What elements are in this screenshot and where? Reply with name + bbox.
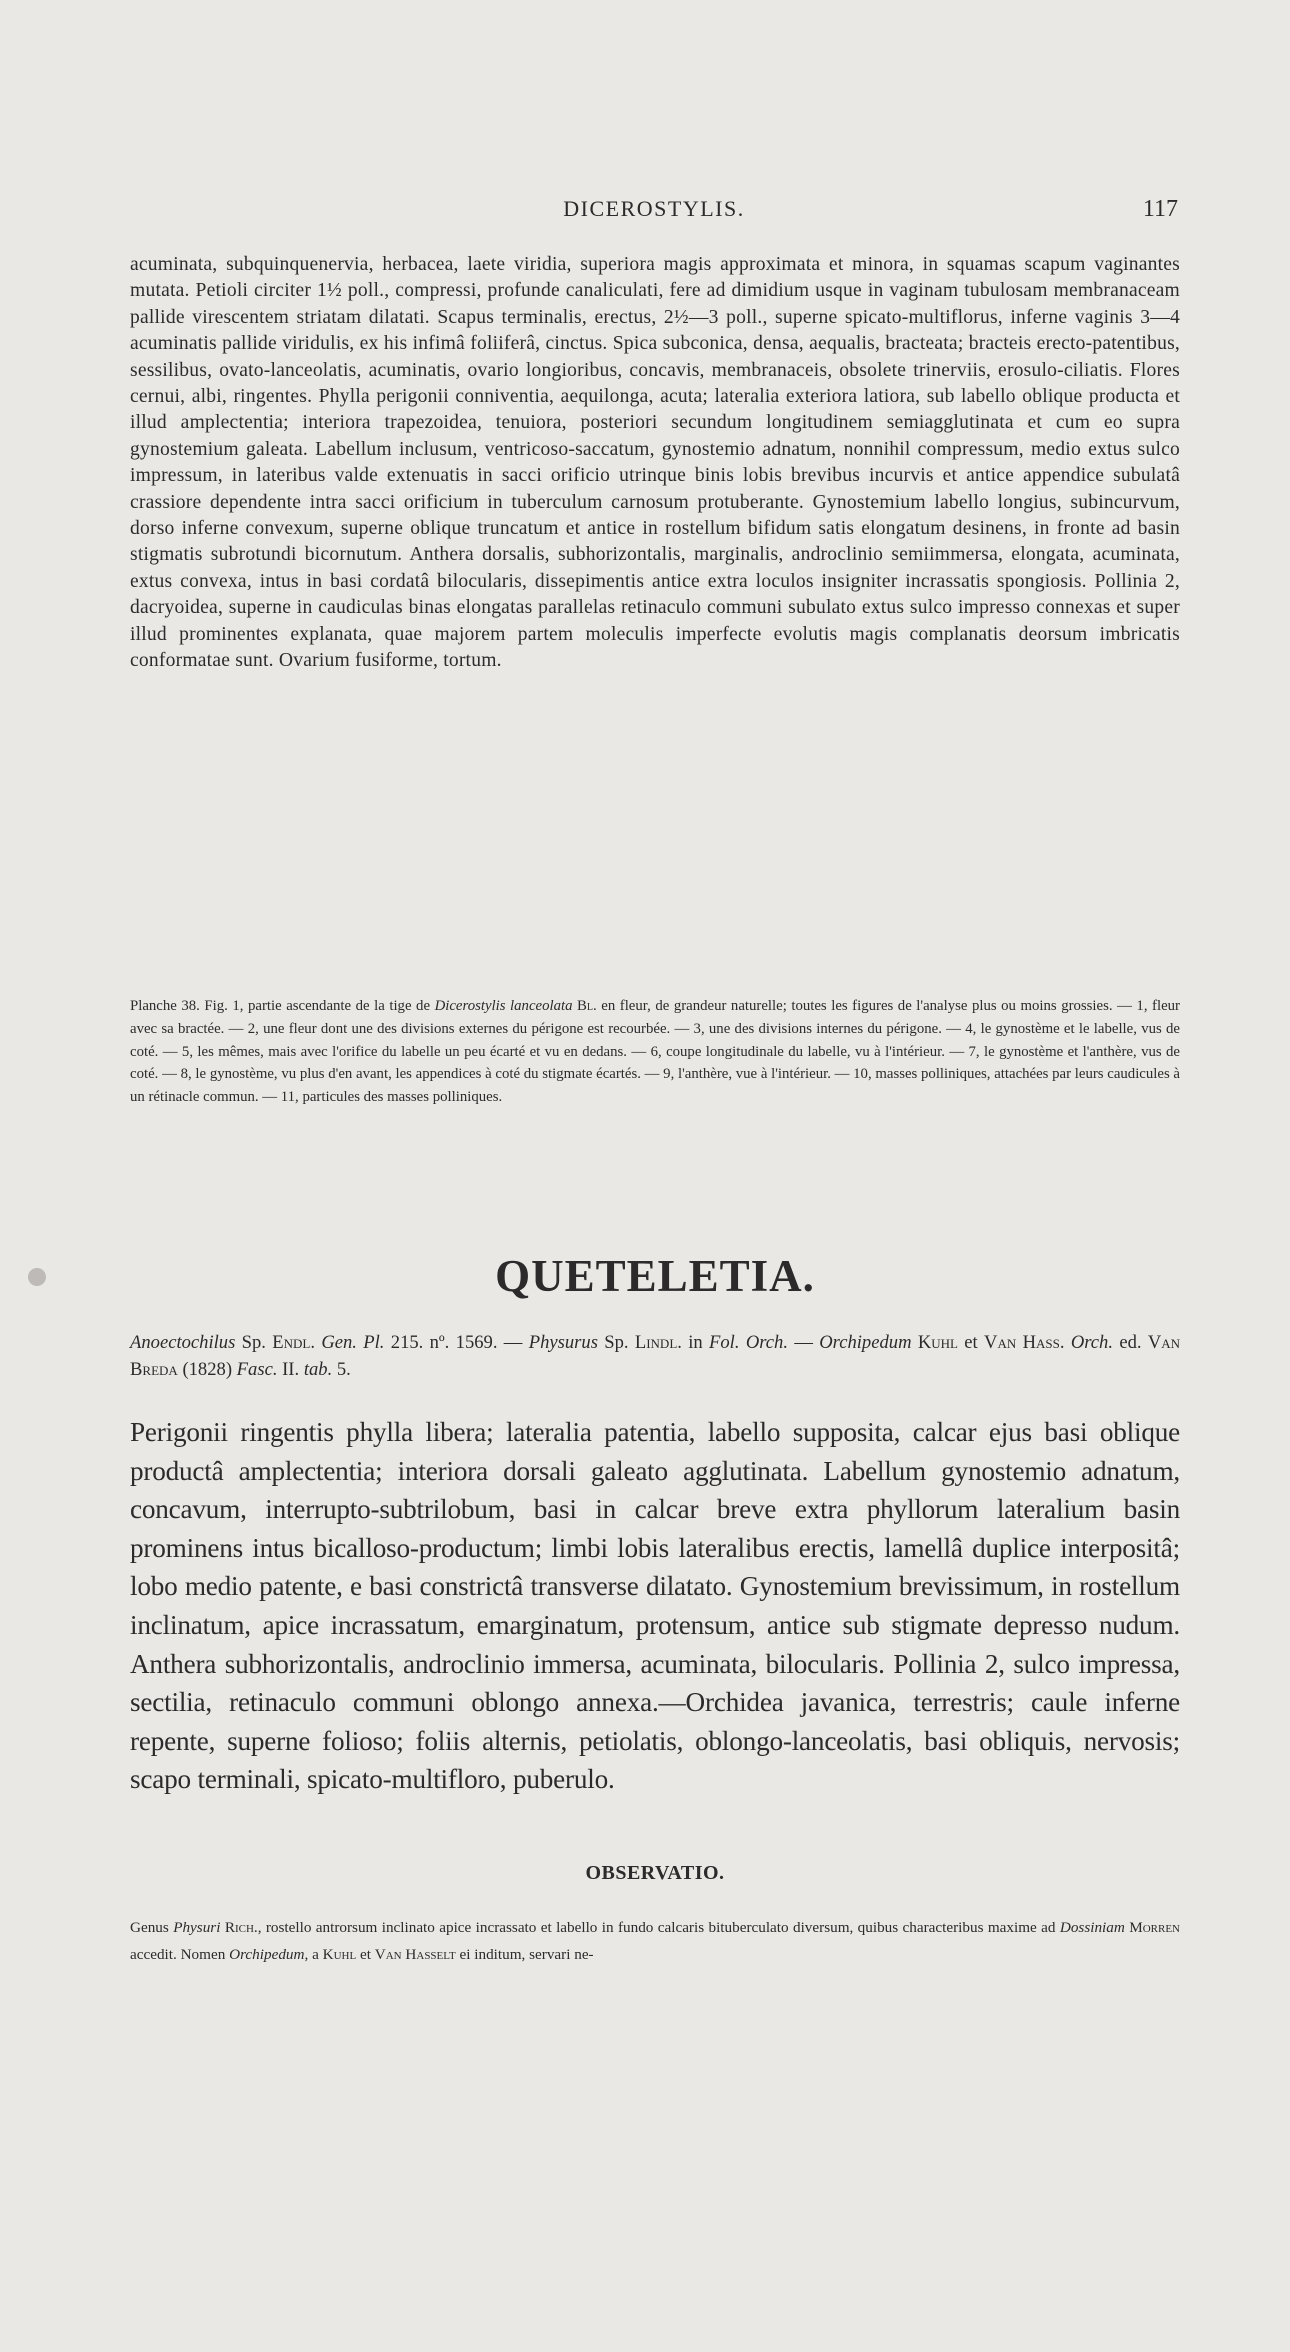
- plate-species-name: Dicerostylis lanceolata: [434, 998, 573, 1014]
- margin-stain: [28, 1268, 46, 1286]
- syn-author-kuhl: Kuhl: [917, 1332, 958, 1353]
- page-number: 117: [1142, 196, 1178, 222]
- plate-lead: Planche 38. Fig. 1, partie ascendante de la tige de: [130, 998, 431, 1014]
- syn-work-orch: Orch.: [1070, 1332, 1113, 1353]
- syn-author-van-hass: Van Hass.: [984, 1332, 1065, 1353]
- observatio-text: [130, 1914, 1180, 1968]
- syn-fasc: Fasc.: [236, 1358, 278, 1380]
- obs-author-van-hasselt: Van Hasselt: [374, 1946, 456, 1964]
- syn-editor-van-breda: Van Breda: [130, 1332, 1181, 1380]
- syn-text: 5.: [332, 1358, 351, 1380]
- observatio-heading: OBSERVATIO.: [585, 1862, 725, 1884]
- obs-dossiniam: Dossiniam: [1059, 1919, 1125, 1936]
- running-title: DICEROSTYLIS.: [563, 196, 745, 221]
- syn-text: et: [957, 1332, 985, 1353]
- syn-text: (1828): [177, 1358, 237, 1380]
- syn-text: II.: [277, 1358, 304, 1380]
- syn-work-fol-orch: Fol. Orch.: [709, 1332, 788, 1353]
- genus-title: QUETELETIA.: [495, 1251, 815, 1301]
- obs-text: Genus: [130, 1919, 174, 1936]
- species-description: acuminata, subquinquenervia, herbacea, laete viridia, superiora magis approximata et minora, in squamas scapum vaginantes mutata. Petioli circiter 1½ poll., compressi, profunde canaliculati, fere ad dimidium usque in vaginam tubulosam membranaceam pallide virescentem striatam dilatati. Scapus terminalis, erectus, 2½—3 poll., superne spicato-multiflorus, inferne vaginis 3—4 acuminatis pallide viridulis, ex his infimâ foliiferâ, cinctus. Spica subconica, densa, aequalis, bracteata; bracteis erecto-patentibus, sessilibus, ovato-lanceolatis, acuminatis, ovario longioribus, concavis, membranaceis, obsolete trinerviis, erosulo-ciliatis. Flores cernui, albi, ringentes. Phylla perigonii conniventia, aequilonga, acuta; lateralia exteriora latiora, sub labello oblique producta et illud amplectentia; interiora trapezoidea, tenuiora, posteriori secundum longitudinem semiagglutinata et cum eo supra gynostemium galeata. Labellum inclusum, ventricoso-saccatum, gynostemio adnatum, nonnihil compressum, medio extus sulco impressum, in lateribus valde extenuatis in sacci orificio utrinque binis lobis brevibus incurvis et antice appendice subulatâ crassiore dependente intra sacci orificium in tuberculum carnosum protuberante. Gynostemium labello longius, subincurvum, dorso inferne convexum, superne oblique truncatum et antice in rostellum bifidum satis elongatum desinens, in fronte ad basin stigmatis subrotundi bicornutum. Anthera dorsalis, subhorizontalis, marginalis, androclinio semiimmersa, elongata, acuminata, extus convexa, intus in basi cordatâ bilocularis, dissepimentis antice extra loculos insigniter incrassatis spongiosis. Pollinia 2, dacryoidea, superne in caudiculas binas elongatas parallelas retinaculo communi subulato extus sulco impresso connexas et super illud prominentes explanata, quae majorem partem moleculis imperfecte evolutis magis complanatis deorsum imbricatis conformatae sunt. Ovarium fusiforme, tortum.: [130, 254, 1180, 672]
- syn-text: —: [788, 1332, 820, 1353]
- obs-text: et: [356, 1946, 375, 1964]
- syn-text: ed.: [1113, 1332, 1148, 1353]
- syn-author-lindl: Lindl.: [634, 1332, 682, 1353]
- obs-text: accedit. Nomen: [130, 1946, 230, 1964]
- obs-orchipedum: Orchipedum: [229, 1946, 305, 1964]
- obs-text: ei inditum, servari ne-: [455, 1946, 594, 1964]
- syn-tab: tab.: [303, 1358, 333, 1380]
- syn-anoectochilus: Anoectochilus: [130, 1332, 236, 1353]
- obs-author-rich: Rich.: [224, 1919, 258, 1936]
- obs-text: , a: [304, 1946, 323, 1964]
- syn-text: Sp.: [235, 1332, 273, 1353]
- syn-work-gen-pl: Gen. Pl.: [321, 1332, 385, 1353]
- obs-author-kuhl: Kuhl: [322, 1946, 357, 1964]
- syn-text: Sp.: [597, 1332, 635, 1353]
- plate-figure-list: en fleur, de grandeur naturelle; toutes les figures de l'analyse plus ou moins grossies. — 1, fleur avec sa bractée. — 2, une fleur dont une des divisions externes du périgone est recourbée. — 3, une des divisions internes du périgone. — 4, le gynostème et le labelle, vus de coté. — 5, les mêmes, mais avec l'orifice du labelle un peu écarté et vu en dedans. — 6, coupe longitudinale du labelle, vu à l'intérieur. — 7, le gynostème et l'anthère, vus de coté. — 8, le gynostème, vu plus d'en avant, les appendices à coté du stigmate écartés. — 9, l'anthère, vue à l'intérieur. — 10, masses polliniques, attachées par leurs caudicules à un rétinacle commun. — 11, particules des masses polliniques.: [130, 998, 1180, 1106]
- syn-physurus: Physurus: [528, 1332, 598, 1353]
- synonymy: [130, 1330, 1180, 1383]
- running-head: [130, 196, 1178, 228]
- genus-diagnosis: Perigonii ringentis phylla libera; lateralia patentia, labello supposita, calcar ejus basi oblique productâ amplectentia; interiora dorsali galeato agglutinata. Labellum gynostemio adnatum, concavum, interrupto-subtrilobum, basi in calcar breve extra phyllorum lateralium basin prominens intus bicalloso-productum; limbi lobis lateralibus erectis, lamellâ duplice interpositâ; lobo medio patente, e basi constrictâ transverse dilatato. Gynostemium brevissimum, in rostellum inclinatum, apice incrassatum, emarginatum, protensum, antice sub stigmate depresso nudum. Anthera subhorizontalis, androclinio immersa, acuminata, bilocularis. Pollinia 2, sulco impressa, sectilia, retinaculo communi oblongo annexa.—Orchidea javanica, terrestris; caule inferne repente, superne folioso; foliis alternis, petiolatis, oblongo-lanceolatis, basi obliquis, nervosis; scapo terminali, spicato-multifloro, puberulo.: [130, 1417, 1180, 1795]
- syn-text: in: [681, 1332, 710, 1353]
- obs-author-morren: Morren: [1129, 1919, 1181, 1936]
- syn-orchipedum: Orchipedum: [819, 1332, 912, 1353]
- plate-caption: [130, 995, 1180, 1109]
- syn-text: 215. nº. 1569. —: [384, 1332, 529, 1353]
- obs-text: , rostello antrorsum inclinato apice incrassato et labello in fundo calcaris bituberculato diversum, quibus characteribus maxime ad: [257, 1919, 1060, 1936]
- plate-author: Bl.: [577, 998, 597, 1014]
- obs-physuri: Physuri: [173, 1919, 221, 1936]
- syn-author-endl: Endl.: [272, 1332, 315, 1353]
